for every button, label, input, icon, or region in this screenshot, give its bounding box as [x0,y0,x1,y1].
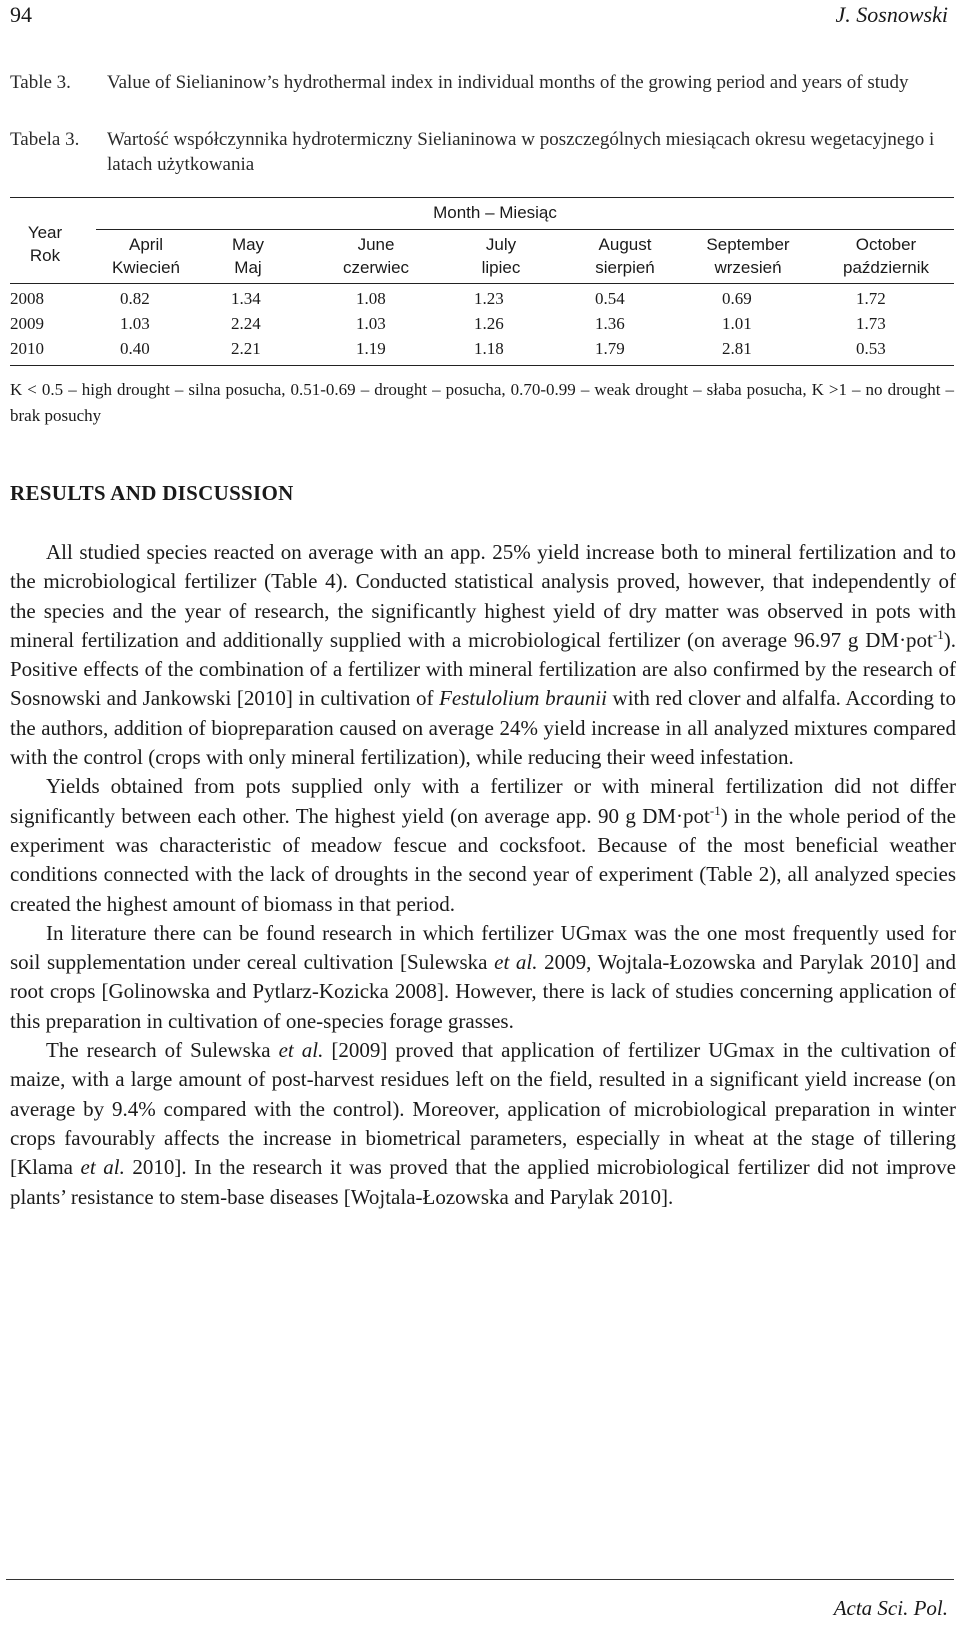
text-run: [2009] proved that application of fertilizer UGmax in the cultivation of maize, with a large amount of post-harvest residues left on the field, resulted in a significant yield increase (on average by 9.4% compared with the control). Moreover, application of microbiological preparation in winter crops favourably affects the increase in biometrical parameters, especially in wheat at the stage of tillering [Klama [10,1038,957,1180]
text-run: 2010]. In the research it was proved that the applied microbiological fertilizer did not improve plants’ resistance to stem-base diseases [Wojtala-Łozowska and Parylak 2010]. [10,1155,956,1209]
column-header-pl: październik [843,258,929,277]
column-header-en: May [231,235,265,254]
section-title: RESULTS AND DISCUSSION [10,481,294,505]
column-header-pl: wrzesień [714,258,782,277]
value-cell: 2.24 [231,314,261,333]
superscript: -1 [709,802,721,818]
text-run: with red clover and alfalfa. According to the authors, addition of biopreparation caused on average 24% yield increase in all analyzed mixtures compared with the control (crops with only mineral fertilization), while reducing their weed infestation. [10,686,957,770]
column-header-en: April [128,235,163,254]
table-top-rule [10,197,954,198]
text-run: ). Positive effects of the combination of a fertilizer with mineral fertilization are also confirmed by the research of Sosnowski and Jankowski [2010] in cultivation of [10,627,956,711]
value-cell: 0.53 [856,339,886,358]
caption-title-pl: Wartość współczynnika hydrotermiczny Sielianinowa w poszczególnych miesiącach okresu wegetacyjnego i latach użytkowania [107,129,935,175]
value-cell: 1.79 [595,339,625,358]
column-header-july [454,233,548,279]
column-header-pl: czerwiec [342,258,410,277]
value-cell: 0.54 [595,289,625,308]
column-header-en: June [357,235,395,254]
table-legend: K < 0.5 – high drought – silna posucha, 0.51-0.69 – drought – posucha, 0.70-0.99 – weak drought – słaba posucha, K >1 – no drought – brak posuchy [10,380,954,425]
column-header-june [316,233,436,279]
citation-etal: et al. [80,1155,125,1180]
year-header-en: Year [27,223,63,242]
value-cell: 1.18 [474,339,504,358]
value-cell: 1.03 [356,314,386,333]
year-cell: 2010 [10,339,44,358]
year-header [10,221,80,267]
year-cell: 2009 [10,314,44,333]
paragraph [10,919,956,1036]
column-header-en: September [706,235,790,254]
header-bottom-rule [10,283,954,284]
caption-label-pl: Tabela 3. [10,129,80,150]
running-author: J. Sosnowski [835,2,948,27]
column-header-en: August [598,235,652,254]
page-number: 94 [10,2,32,27]
table-caption-en [10,70,950,95]
value-cell: 2.81 [722,339,752,358]
column-header-may [206,233,290,279]
caption-title-en: Value of Sielianinow’s hydrothermal index in individual months of the growing period and years of study [107,72,909,93]
column-header-en: October [855,235,917,254]
species-name: Festulolium braunii [439,686,607,711]
column-header-april [88,233,204,279]
value-cell: 1.34 [231,289,261,308]
column-header-pl: sierpień [595,258,655,277]
value-cell: 1.01 [722,314,752,333]
column-header-pl: Kwiecień [111,258,181,277]
year-cell: 2008 [10,289,44,308]
value-cell: 0.69 [722,289,752,308]
value-cell: 1.19 [356,339,386,358]
value-cell: 0.40 [120,339,150,358]
value-cell: 2.21 [231,339,261,358]
year-header-pl: Rok [29,246,61,265]
value-cell: 1.03 [120,314,150,333]
month-header-rule [96,229,954,230]
table-bottom-rule [10,365,954,366]
paragraph [10,772,956,918]
text-run: In literature there can be found research in which fertilizer UGmax was the one most frequently used for soil supplementation under cereal cultivation [Sulewska [10,920,956,975]
value-cell: 1.73 [856,314,886,333]
paragraph [10,1036,956,1212]
citation-etal: et al. [494,950,538,975]
superscript: -1 [932,626,944,642]
caption-label-en: Table 3. [10,72,71,93]
value-cell: 1.72 [856,289,886,308]
value-cell: 1.36 [595,314,625,333]
column-header-en: July [485,235,517,254]
column-header-pl: Maj [234,258,262,277]
column-header-august [572,233,678,279]
column-header-pl: lipiec [481,258,521,277]
column-header-september [686,233,810,279]
paragraph [10,538,956,772]
month-header: Month – Miesiąc [433,203,557,222]
text-run: Yields obtained from pots supplied only with a fertilizer or with mineral fertilization did not differ significantly between each other. The highest yield (on average app. 90 g DM·pot [10,774,956,828]
text-run: 2009, Wojtala-Łozowska and Parylak 2010] and root crops [Golinowska and Pytlarz-Kozicka 2008]. However, there is lack of studies concerning application of this preparation in cultivation of one-species forage grasses. [10,950,956,1033]
text-run: All studied species reacted on average with an app. 25% yield increase both to mineral fertilization and to the microbiological fertilizer (Table 4). Conducted statistical analysis proved, however, that independently of the species and the year of research, the significantly highest yield of dry matter was observed in pots with mineral fertilization and additionally supplied with a microbiological fertilizer (on average 96.97 g DM·pot [10,540,956,652]
table-caption-pl [10,127,950,177]
value-cell: 1.08 [356,289,386,308]
text-run: The research of Sulewska [46,1038,279,1063]
column-header-october [820,233,952,279]
article-body [10,538,956,1212]
footer-rule [6,1579,954,1580]
value-cell: 1.26 [474,314,504,333]
value-cell: 1.23 [474,289,504,308]
citation-etal: et al. [278,1038,324,1063]
text-run: ) in the whole period of the experiment was characteristic of meadow fescue and cocksfoot. Because of the most beneficial weather conditions connected with the lack of droughts in the second year of experiment (Table 2), all analyzed species created the highest amount of biomass in that period. [10,803,956,916]
value-cell: 0.82 [120,289,150,308]
journal-name: Acta Sci. Pol. [833,1596,948,1620]
